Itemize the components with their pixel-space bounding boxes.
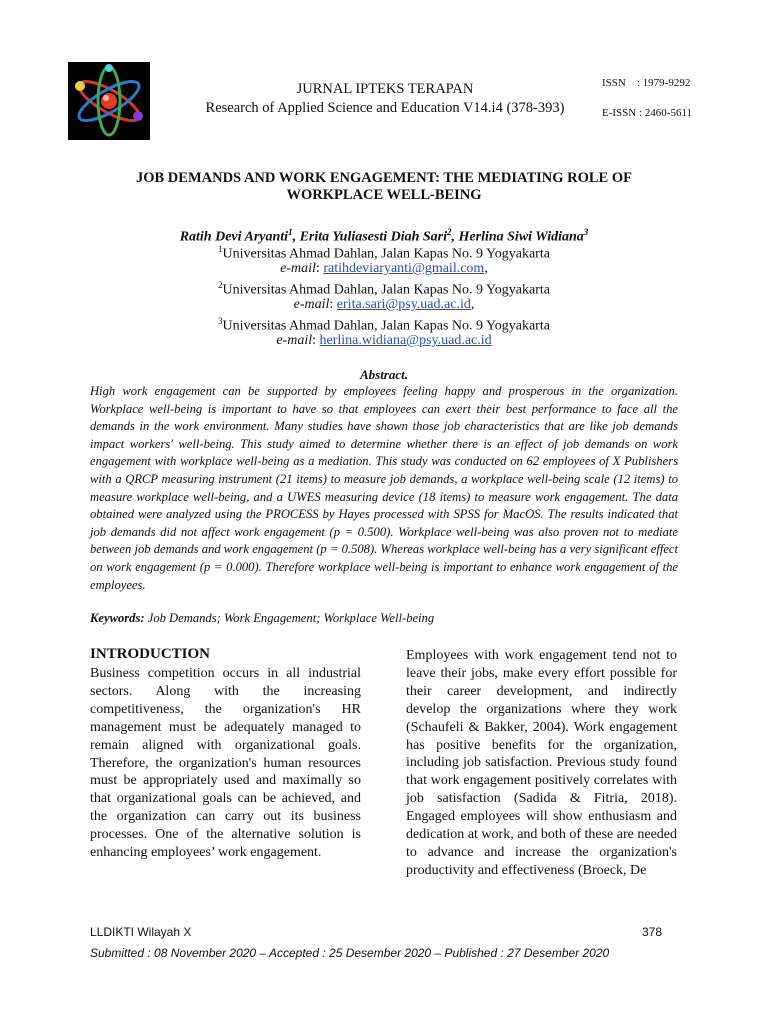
affiliation-text: Universitas Ahmad Dahlan, Jalan Kapas No. 9 Yogyakarta xyxy=(222,282,550,298)
eissn: E-ISSN : 2460-5611 xyxy=(602,107,693,119)
issn xyxy=(602,76,690,91)
email-link[interactable]: herlina.widiana@psy.uad.ac.id xyxy=(319,333,492,348)
abstract-heading: Abstract. xyxy=(359,367,409,382)
section-heading-introduction: INTRODUCTION xyxy=(90,646,211,662)
author-name: Ratih Devi Aryanti xyxy=(179,229,289,245)
affiliation-sup: 1 xyxy=(218,244,223,254)
author-name: Erita Yuliasesti Diah Sari xyxy=(299,229,448,245)
keywords-label: Keywords: xyxy=(90,611,145,625)
affiliation-text: Universitas Ahmad Dahlan, Jalan Kapas No. 9 Yogyakarta xyxy=(222,318,550,334)
email-label: e-mail xyxy=(293,297,330,312)
affiliation-text: Universitas Ahmad Dahlan, Jalan Kapas No. 9 Yogyakarta xyxy=(222,246,550,262)
author-sep: , xyxy=(292,229,300,245)
journal-name: JURNAL IPTEKS TERAPAN xyxy=(296,81,474,97)
issn-label: ISSN xyxy=(602,77,626,89)
affiliation-sup: 2 xyxy=(218,280,223,290)
author-sup: 2 xyxy=(447,227,452,237)
atom-logo-icon xyxy=(68,62,150,140)
intro-left-column: Business competition occurs in all industrial sectors. Along with the increasing competitiveness, the organization's HR management must be adequately managed to remain aligned with organizational goals. Therefore, the organization's human resources must be appropriately used and maximally so that organizational goals can be achieved, and the organization can carry out its business processes. One of the alternative solution is enhancing employees’ work engagement. xyxy=(90,666,361,861)
email-label: e-mail xyxy=(276,333,313,348)
email-line-3: e-mail: herlina.widiana@psy.uad.ac.id xyxy=(276,333,492,348)
author-sep: , xyxy=(451,229,459,245)
author-sup: 3 xyxy=(583,227,589,237)
paper-title: JOB DEMANDS AND WORK ENGAGEMENT: THE MEDIATING ROLE OF WORKPLACE WELL-BEING xyxy=(135,170,632,203)
intro-right-column: Employees with work engagement tend not to leave their jobs, make every effort possible for their career development, and indirectly develop the organizations where they work (Schaufeli & Bakker, 2004). Work engagement has positive benefits for the organization, including job satisfaction. Previous study found that work engagement positively correlates with job satisfaction (Sadida & Fitria, 2018). Engaged employees will show enthusiasm and dedication at work, and both of these are needed to advance and increase the organization's productivity and effectiveness (Broeck, De xyxy=(406,648,677,878)
abstract-text: High work engagement can be supported by employees feeling happy and prosperous in the organization. Workplace well-being is important to have so that employees can exert their best performance to face all the demands in the work environment. Many studies have shown those job characteristics that are like job demands impact workers' well-being. This study aimed to determine whether there is an effect of job demands on work engagement with workplace well-being as a mediation. This study was conducted on 62 employees of X Publishers with a QRCP measuring instrument (21 items) to measure job demands, a workplace well-being scale (12 items) to measure workplace well-being, and a UWES measuring device (18 items) to measure work engagement. The data obtained were analyzed using the PROCESS by Hayes processed with SPSS for MacOS. The results indicated that job demands did not affect work engagement (p = 0.500). Workplace well-being was also proven not to mediate between job demands and work engagement (p = 0.508). Whereas workplace well-being has a very significant effect on work engagement (p = 0.000). Therefore workplace well-being is important to enhance work engagement of the employees. xyxy=(90,384,678,592)
keywords xyxy=(90,610,678,627)
email-link[interactable]: erita.sari@psy.uad.ac.id xyxy=(336,297,471,312)
author-sup: 1 xyxy=(288,227,293,237)
email-label: e-mail xyxy=(280,261,316,276)
email-suffix: , xyxy=(470,297,475,312)
email-suffix: , xyxy=(484,261,488,276)
journal-subtitle: Research of Applied Science and Education V14.i4 (378-393) xyxy=(205,100,565,116)
journal-logo xyxy=(68,62,150,140)
footer-publisher: LLDIKTI Wilayah X xyxy=(90,925,192,939)
page-number: 378 xyxy=(642,925,663,939)
email-line-2: e-mail: erita.sari@psy.uad.ac.id, xyxy=(293,297,475,312)
keywords-text: Job Demands; Work Engagement; Workplace Well-being xyxy=(144,611,435,625)
footer-dates: Submitted : 08 November 2020 – Accepted : 25 Desember 2020 – Published : 27 Desember 2020 xyxy=(90,946,610,960)
email-line-1: e-mail: ratihdeviaryanti@gmail.com, xyxy=(280,261,488,276)
author-name: Herlina Siwi Widiana xyxy=(458,229,584,245)
email-link[interactable]: ratihdeviaryanti@gmail.com xyxy=(323,261,485,276)
affiliation-sup: 3 xyxy=(218,316,223,326)
issn-value: : 1979-9292 xyxy=(636,77,691,89)
